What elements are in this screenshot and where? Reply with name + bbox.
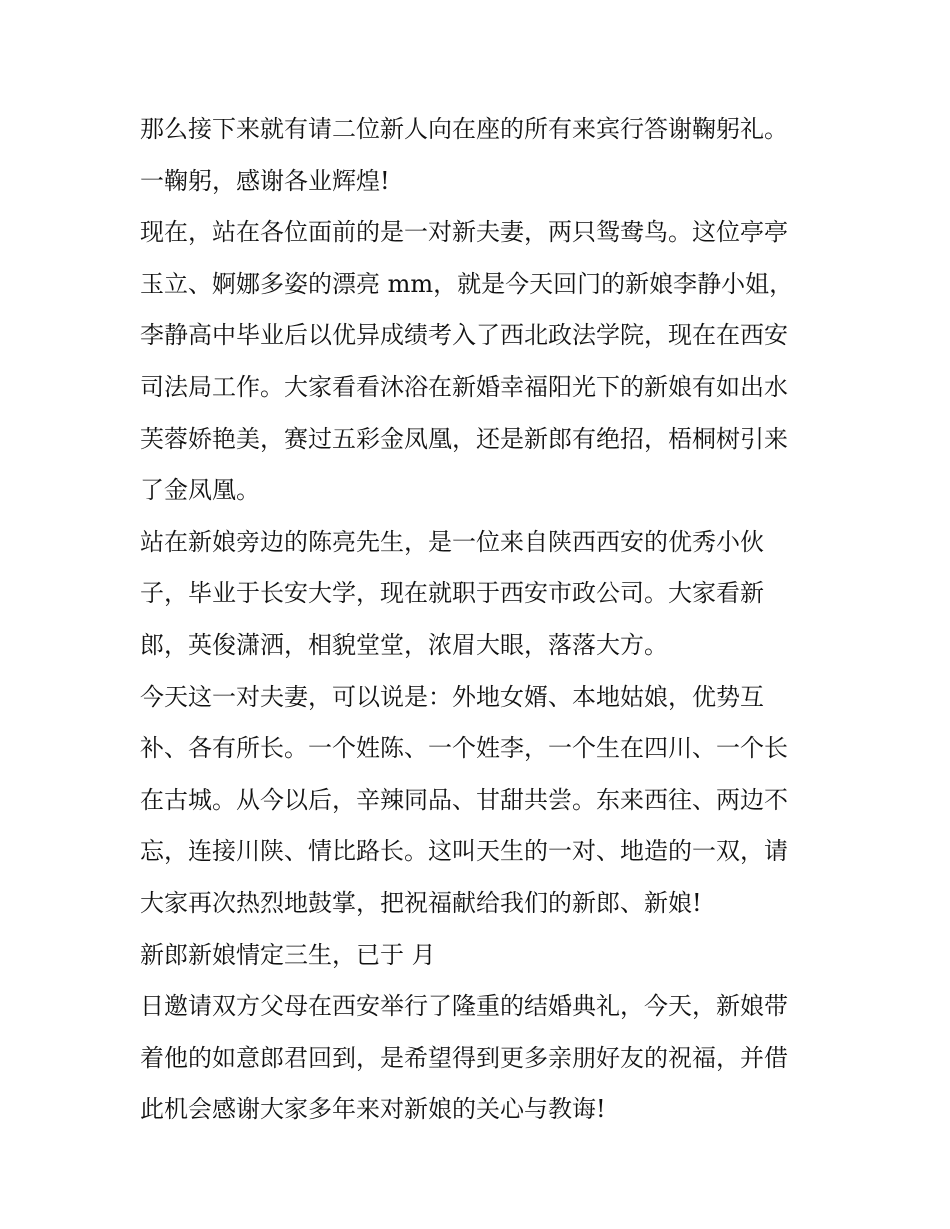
text-line: 新郎新娘情定三生，已于 月 — [140, 940, 436, 969]
text-line: 现在，站在各位面前的是一对新夫妻，两只鸳鸯鸟。这位亭亭 — [140, 218, 788, 247]
text-line: 大家再次热烈地鼓掌，把祝福献给我们的新郎、新娘! — [140, 888, 702, 917]
text-line: 郎，英俊潇洒，相貌堂堂，浓眉大眼，落落大方。 — [140, 630, 668, 659]
text-line: 那么接下来就有请二位新人向在座的所有来宾行答谢鞠躬礼。 — [140, 115, 788, 143]
text-line: 站在新娘旁边的陈亮先生，是一位来自陕西西安的优秀小伙 — [140, 527, 764, 556]
document-body — [140, 104, 820, 1136]
text-line: 司法局工作。大家看看沐浴在新婚幸福阳光下的新娘有如出水 — [140, 372, 788, 401]
text-line: 此机会感谢大家多年来对新娘的关心与教诲! — [140, 1095, 606, 1124]
text-line: 李静高中毕业后以优异成绩考入了西北政法学院，现在在西安 — [140, 321, 788, 350]
text-line: 一鞠躬，感谢各业辉煌! — [140, 166, 390, 195]
text-line: 玉立、婀娜多姿的漂亮 mm，就是今天回门的新娘李静小姐， — [140, 269, 794, 298]
text-line: 了金凤凰。 — [140, 476, 260, 505]
text-line: 今天这一对夫妻，可以说是：外地女婿、本地姑娘，优势互 — [140, 682, 764, 711]
text-line: 芙蓉娇艳美，赛过五彩金凤凰，还是新郎有绝招，梧桐树引来 — [140, 424, 788, 453]
text-line: 忘，连接川陕、情比路长。这叫天生的一对、地造的一双，请 — [140, 837, 788, 866]
text-line: 在古城。从今以后，辛辣同品、甘甜共尝。东来西往、两边不 — [140, 785, 788, 814]
text-line: 子，毕业于长安大学，现在就职于西安市政公司。大家看新 — [140, 579, 764, 608]
text-line: 着他的如意郎君回到，是希望得到更多亲朋好友的祝福，并借 — [140, 1043, 788, 1072]
text-line: 补、各有所长。一个姓陈、一个姓李，一个生在四川、一个长 — [140, 734, 788, 763]
text-line: 日邀请双方父母在西安举行了隆重的结婚典礼，今天，新娘带 — [140, 992, 788, 1021]
